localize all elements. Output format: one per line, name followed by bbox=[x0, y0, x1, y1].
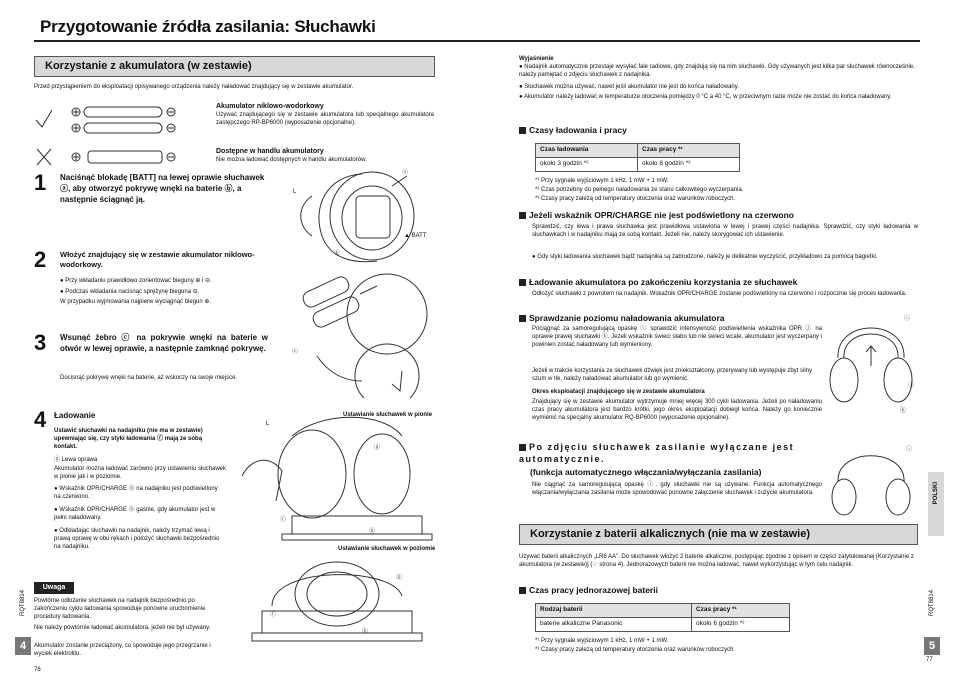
step-2-bullet-2: ● Podczas wkładania nacisnąć sprężynę bieguna ⊖. bbox=[60, 289, 200, 295]
led-bullet: ● Gdy styki ładowania słuchawek bądź nadajnika są zabrudzone, należy je delikatnie wyczyścić, przykładowo za pomocą bagietki. bbox=[532, 254, 878, 260]
step-4-bullet-3: ● Odkładając słuchawki na nadajnik, należy trzymać lewą i prawą oprawę w obu rękach i położyć słuchawki bezpośrednio na nadajniku. bbox=[54, 528, 220, 551]
label-vertical: Ustawianie słuchawek w pionie bbox=[343, 412, 433, 418]
check-level-text-2: Jeżeli w trakcie korzystania ze słuchawek dźwięk jest zniekształcony, przerywany lub występuje zbyt silny szum w tle, należy naładować akumulator lub go wymienić. bbox=[532, 368, 812, 383]
section-title-battery: Korzystanie z akumulatora (w zestawie) bbox=[34, 56, 435, 77]
label-f-2: ⓕ bbox=[270, 612, 277, 618]
battery-life-title: Okres eksploatacji znajdującego się w zestawie akumulatora bbox=[532, 389, 705, 395]
commercial-battery-icon bbox=[70, 148, 180, 169]
check-level-text: Pociągnąć za samoregulującą opaskę ⓘ sprawdzić intensywność podświetlenia wskaźnika OPR ⓙ na oprawie prawej słuchawki ⓚ. Jeżeli wskaźnik świeci słabo lub nie świeci wcale, akumulator jest wyczerpany i powinien zostać naładowany lub wymieniony. bbox=[532, 326, 822, 349]
charge-note-3: *³ Czasy pracy zależą od temperatury otoczenia oraz warunków roboczych. bbox=[535, 196, 736, 202]
label-b: ⓑ bbox=[334, 251, 341, 257]
charging-illustration bbox=[232, 416, 438, 661]
charge-table-header-2: Czas pracy *¹ bbox=[638, 144, 740, 158]
language-tab-label: POLSKI bbox=[933, 482, 939, 505]
headphone-auto-off-illustration bbox=[826, 442, 918, 518]
shop-battery-text: Nie można ładować dostępnych w handlu akumulatorów. bbox=[216, 157, 367, 163]
shop-battery-title: Dostępne w handlu akumulatory bbox=[216, 148, 324, 155]
label-f-1: ⓕ bbox=[280, 517, 287, 523]
led-title: Jeżeli wskaźnik OPR/CHARGE nie jest podświetlony na czerwono bbox=[519, 210, 794, 221]
charge-times-title: Czasy ładowania i pracy bbox=[519, 125, 627, 136]
label-L-1: L bbox=[293, 189, 297, 195]
alk-table-header-2: Czas pracy *¹ bbox=[691, 604, 789, 618]
label-k: ⓚ bbox=[900, 408, 907, 414]
page-code-left: RQT8814 bbox=[20, 590, 26, 617]
language-tab bbox=[928, 472, 944, 536]
alk-note-2: *² Czasy pracy zależą od temperatury otoczenia oraz warunków roboczych. bbox=[535, 647, 736, 653]
step-number-1: 1 bbox=[34, 170, 47, 195]
auto-power-text: Nie ciągnąć za samoregulującą opaskę ⓘ, gdy słuchawki nie są używane. Funkcja automatycznego włączania/wyłączania zasilania może spowodować ponowne załączenie słuchawek i zużycie akumulatora. bbox=[532, 482, 822, 497]
label-batt: ▲ BATT bbox=[404, 233, 427, 239]
step-2-text: Włożyć znajdujący się w zestawie akumulator niklowo-wodorkowy. bbox=[60, 250, 255, 270]
label-horizontal: Ustawianie słuchawek w poziomie bbox=[338, 546, 436, 552]
step-number-4: 4 bbox=[34, 407, 47, 432]
page-small-right: 77 bbox=[926, 657, 933, 663]
warning-text-1: Powtórne odłożenie słuchawek na nadajnik bezpośrednio po zakończeniu cyklu ładowania spowoduje ponowne uruchomienie procedury ładowania. bbox=[34, 598, 206, 621]
page-title: Przygotowanie źródła zasilania: Słuchawki bbox=[40, 17, 376, 36]
page-number-right: 5 bbox=[924, 637, 940, 655]
label-g-2: ⓖ bbox=[396, 575, 403, 581]
charge-note-2: *² Czas potrzebny do pełnego naładowania ze stanu całkowitego wyczerpania. bbox=[535, 187, 744, 193]
title-divider bbox=[34, 40, 920, 42]
charge-table-cell-2: około 8 godzin *³ bbox=[638, 157, 740, 171]
check-level-title: Sprawdzanie poziomu naładowania akumulatora bbox=[519, 313, 725, 324]
alk-table-header-1: Rodzaj baterii bbox=[536, 604, 692, 618]
auto-power-title: Po zdjęciu słuchawek zasilanie wyłączane jest automatycznie. bbox=[519, 441, 819, 465]
step-1-text: Naciśnąć blokadę [BATT] na lewej oprawie słuchawek ⓐ, aby otworzyć pokrywę wnęki na baterie ⓑ, a następnie ściągnąć ją. bbox=[60, 173, 265, 204]
page-code-right: RQT8814 bbox=[929, 590, 935, 617]
page-small-left: 76 bbox=[34, 667, 41, 673]
step-number-3: 3 bbox=[34, 330, 47, 355]
battery-install-illustration bbox=[272, 166, 438, 398]
check-mark-icon bbox=[34, 108, 54, 133]
explain-bullet-1: ● Nadajnik automatycznie przestaje wysyłać fale radiowe, gdy znajdują się na nim słuchawki. Gdy używanych jest kilka par słuchawek równocześnie, należy pamiętać o zdjęciu słuchawek z nadajnika. bbox=[519, 64, 915, 79]
explain-title: Wyjaśnienie bbox=[519, 56, 554, 62]
step-number-2: 2 bbox=[34, 247, 47, 272]
alkaline-text: Używać baterii alkalicznych „LR6 AA”. Do słuchawek włożyć 2 baterie alkaliczne, postępując zgodnie z opisem w części zatytułowanej [Korzystanie z akumulatora (w zestawie)] (☞ strona 4). Jednorazowych baterii nie można ładować, nawet wykorzystując w tym celu nadajnik. bbox=[519, 554, 914, 569]
page-number-left: 4 bbox=[15, 637, 31, 655]
step-4-text: Akumulator można ładować zarówno przy ustawieniu słuchawek w pionie jak i w poziomie. bbox=[54, 466, 226, 481]
alk-table-cell-1: baterie alkaliczne Panasonic bbox=[536, 617, 692, 631]
section-title-alkaline: Korzystanie z baterii alkalicznych (nie ma w zestawie) bbox=[519, 524, 918, 545]
charge-table-cell-1: około 3 godzin *² bbox=[536, 157, 638, 171]
headphone-check-illustration bbox=[826, 308, 918, 418]
label-g-1: ⓖ bbox=[374, 445, 381, 451]
label-c: ⓒ bbox=[292, 349, 299, 355]
step-4-g-label: ⓖ Lewa oprawa bbox=[54, 457, 98, 463]
charge-table-header-1: Czas ładowania bbox=[536, 144, 638, 158]
warning-text-3: Akumulator zostanie przeciążony, co spowoduje jego przegrzanie i wyciek elektrolitu. bbox=[34, 643, 211, 658]
charge-note-1: *¹ Przy sygnale wyjściowym 1 kHz, 1 mW + 1 mW. bbox=[535, 178, 669, 184]
step-3-text: Wsunąć żebro ⓒ na pokrywie wnęki na baterie w otwór w lewej oprawie, a następnie zamknąć pokrywę. bbox=[60, 333, 268, 353]
step-2-note: W przypadku wyjmowania najpierw wyciągnąć biegun ⊕. bbox=[60, 299, 212, 305]
label-a: ⓐ bbox=[402, 170, 409, 176]
step-4-bold-text: Ustawić słuchawki na nadajniku (nie ma w zestawie) upewniając się, czy styki ładowania ⓕ mają ze sobą kontakt. bbox=[54, 428, 203, 451]
after-use-text: Odłożyć słuchawki z powrotem na nadajnik. Wskaźnik OPR/CHARGE zostanie podświetlony na czerwono i rozpocznie się proces ładowania. bbox=[532, 291, 907, 297]
step-4-bullet-2: ● Wskaźnik OPR/CHARGE ⓗ gaśnie, gdy akumulator jest w pełni naładowany. bbox=[54, 507, 216, 522]
step-4-bullet-1: ● Wskaźnik OPR/CHARGE ⓗ na nadajniku jest podświetlony na czerwono. bbox=[54, 486, 218, 501]
warning-text-2: Nie należy powtórnie ładować akumulatora, jeżeli nie był używany. bbox=[34, 625, 211, 631]
auto-power-subtitle: (funkcja automatycznego włączania/wyłączania zasilania) bbox=[530, 467, 762, 477]
label-i-1: ⓘ bbox=[904, 316, 911, 322]
battery-pair-icon bbox=[70, 104, 180, 141]
warning-label: Uwaga bbox=[34, 582, 74, 594]
intro-text: Przed przystąpieniem do eksploatacji opisywanego urządzenia należy naładować znajdujący się w zestawie akumulator. bbox=[34, 84, 354, 90]
alkaline-time-title: Czas pracy jednorazowej baterii bbox=[519, 585, 658, 596]
battery-type-title: Akumulator niklowo-wodorkowy bbox=[216, 103, 324, 110]
alkaline-time-table bbox=[535, 603, 790, 632]
explain-bullet-3: ● Akumulator należy ładować w temperaturze otoczenia pomiędzy 0 °C a 40 °C, w przeciwnym razie może nie zostać do końca naładowany. bbox=[519, 94, 892, 100]
led-text: Sprawdzić, czy lewa i prawa słuchawka jest prawidłowa ustawiona w lewej i prawej części nadajnika. Sprawdzić, czy styki ładowania w słuchawkach i w nadajniku mają ze sobą kontakt. Jeżeli nie, należy skorygować ich ustawienie. bbox=[532, 224, 918, 239]
label-L-2: L bbox=[266, 421, 270, 427]
label-i-2: ⓘ bbox=[906, 447, 913, 453]
alk-table-cell-2: około 6 godzin *² bbox=[691, 617, 789, 631]
step-2-bullet-1: ● Przy wkładaniu prawidłowo zorientować bieguny ⊕ i ⊖. bbox=[60, 278, 212, 284]
battery-life-text: Znajdujący się w zestawie akumulator wytrzymuje mniej więcej 300 cykli ładowania. Jeżeli po naładowaniu czas pracy akumulatora jest bardzo krótki, jego okres eksploatacji dobiegł końca. Należy go koniecznie wymienić na specjalny akumulator RQ-BP6000 (wyposażenie opcjonalne). bbox=[532, 399, 822, 422]
alk-note-1: *¹ Przy sygnale wyjściowym 1 kHz, 1 mW + 1 mW. bbox=[535, 638, 669, 644]
explain-bullet-2: ● Słuchawek można używać, nawet jeśli akumulator nie jest do końca naładowany. bbox=[519, 84, 739, 90]
step-4-title: Ładowanie bbox=[54, 411, 96, 420]
after-use-title: Ładowanie akumulatora po zakończeniu korzystania ze słuchawek bbox=[519, 277, 797, 288]
label-h-2: ⓗ bbox=[362, 629, 369, 635]
battery-type-text: Używać znajdującego się w zestawie akumulatora lub specjalnego akumulatora zastępczego RP-BP6000 (wyposażenie opcjonalne). bbox=[216, 112, 434, 127]
label-h-1: ⓗ bbox=[369, 529, 376, 535]
step-3-note: Docisnąć pokrywę wnęki na baterie, aż wskoczy na swoje miejsce. bbox=[60, 375, 238, 381]
charge-times-table bbox=[535, 143, 740, 172]
label-j: ⓙ bbox=[908, 383, 915, 389]
